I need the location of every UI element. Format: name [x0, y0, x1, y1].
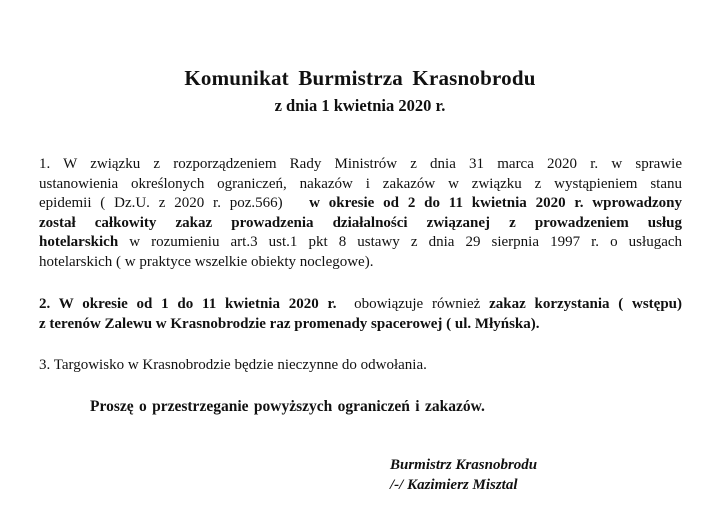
signature-role: Burmistrz Krasnobrodu	[390, 457, 538, 473]
paragraph-1-line	[39, 194, 682, 214]
paragraph-2	[39, 295, 682, 334]
document-title: Komunikat Burmistrza Krasnobrodu	[184, 66, 536, 90]
paragraph-3-line: 3. Targowisko w Krasnobrodzie będzie nieczynne do odwołania.	[39, 357, 427, 373]
period-bold-text: w okresie od 2 do 11 kwietnia 2020 r. wprowadzony	[309, 195, 683, 212]
signature-name: /-/ Kazimierz Misztal	[390, 477, 518, 493]
law-reference-text: w rozumieniu art.3 ust.1 pkt 8 ustawy z dnia 29 sierpnia 1997 r. o usługach	[129, 234, 683, 251]
paragraph-1-line	[39, 233, 682, 253]
document-date: z dnia 1 kwietnia 2020 r.	[274, 96, 446, 115]
signature-block	[390, 455, 537, 495]
also-text: obowiązuje również	[354, 296, 481, 312]
paragraph-1-line: został całkowity zakaz prowadzenia działalności związanej z prowadzeniem usług	[39, 214, 682, 231]
paragraph-1-line: 1. W związku z rozporządzeniem Rady Ministrów z dnia 31 marca 2020 r. w sprawie	[39, 156, 682, 172]
citation-text: epidemii ( Dz.U. z 2020 r. poz.566)	[39, 195, 283, 212]
ban-bold-text: zakaz korzystania ( wstępu)	[489, 296, 683, 312]
paragraph-2-line: z terenów Zalewu w Krasnobrodzie raz promenady spacerowej ( ul. Młyńska).	[39, 315, 540, 332]
hotel-bold-text: hotelarskich	[39, 234, 119, 251]
closing-request: Proszę o przestrzeganie powyższych ograniczeń i zakazów.	[90, 398, 485, 415]
paragraph-1	[39, 155, 682, 273]
period-bold-text: 2. W okresie od 1 do 11 kwietnia 2020 r.	[39, 296, 337, 312]
paragraph-3	[39, 356, 682, 376]
paragraph-1-line: hotelarskich ( w praktyce wszelkie obiekty noclegowe).	[39, 253, 374, 270]
paragraph-2-line	[39, 295, 682, 315]
paragraph-1-line: ustanowienia określonych ograniczeń, nakazów i zakazów w związku z wystąpieniem stanu	[39, 175, 682, 192]
